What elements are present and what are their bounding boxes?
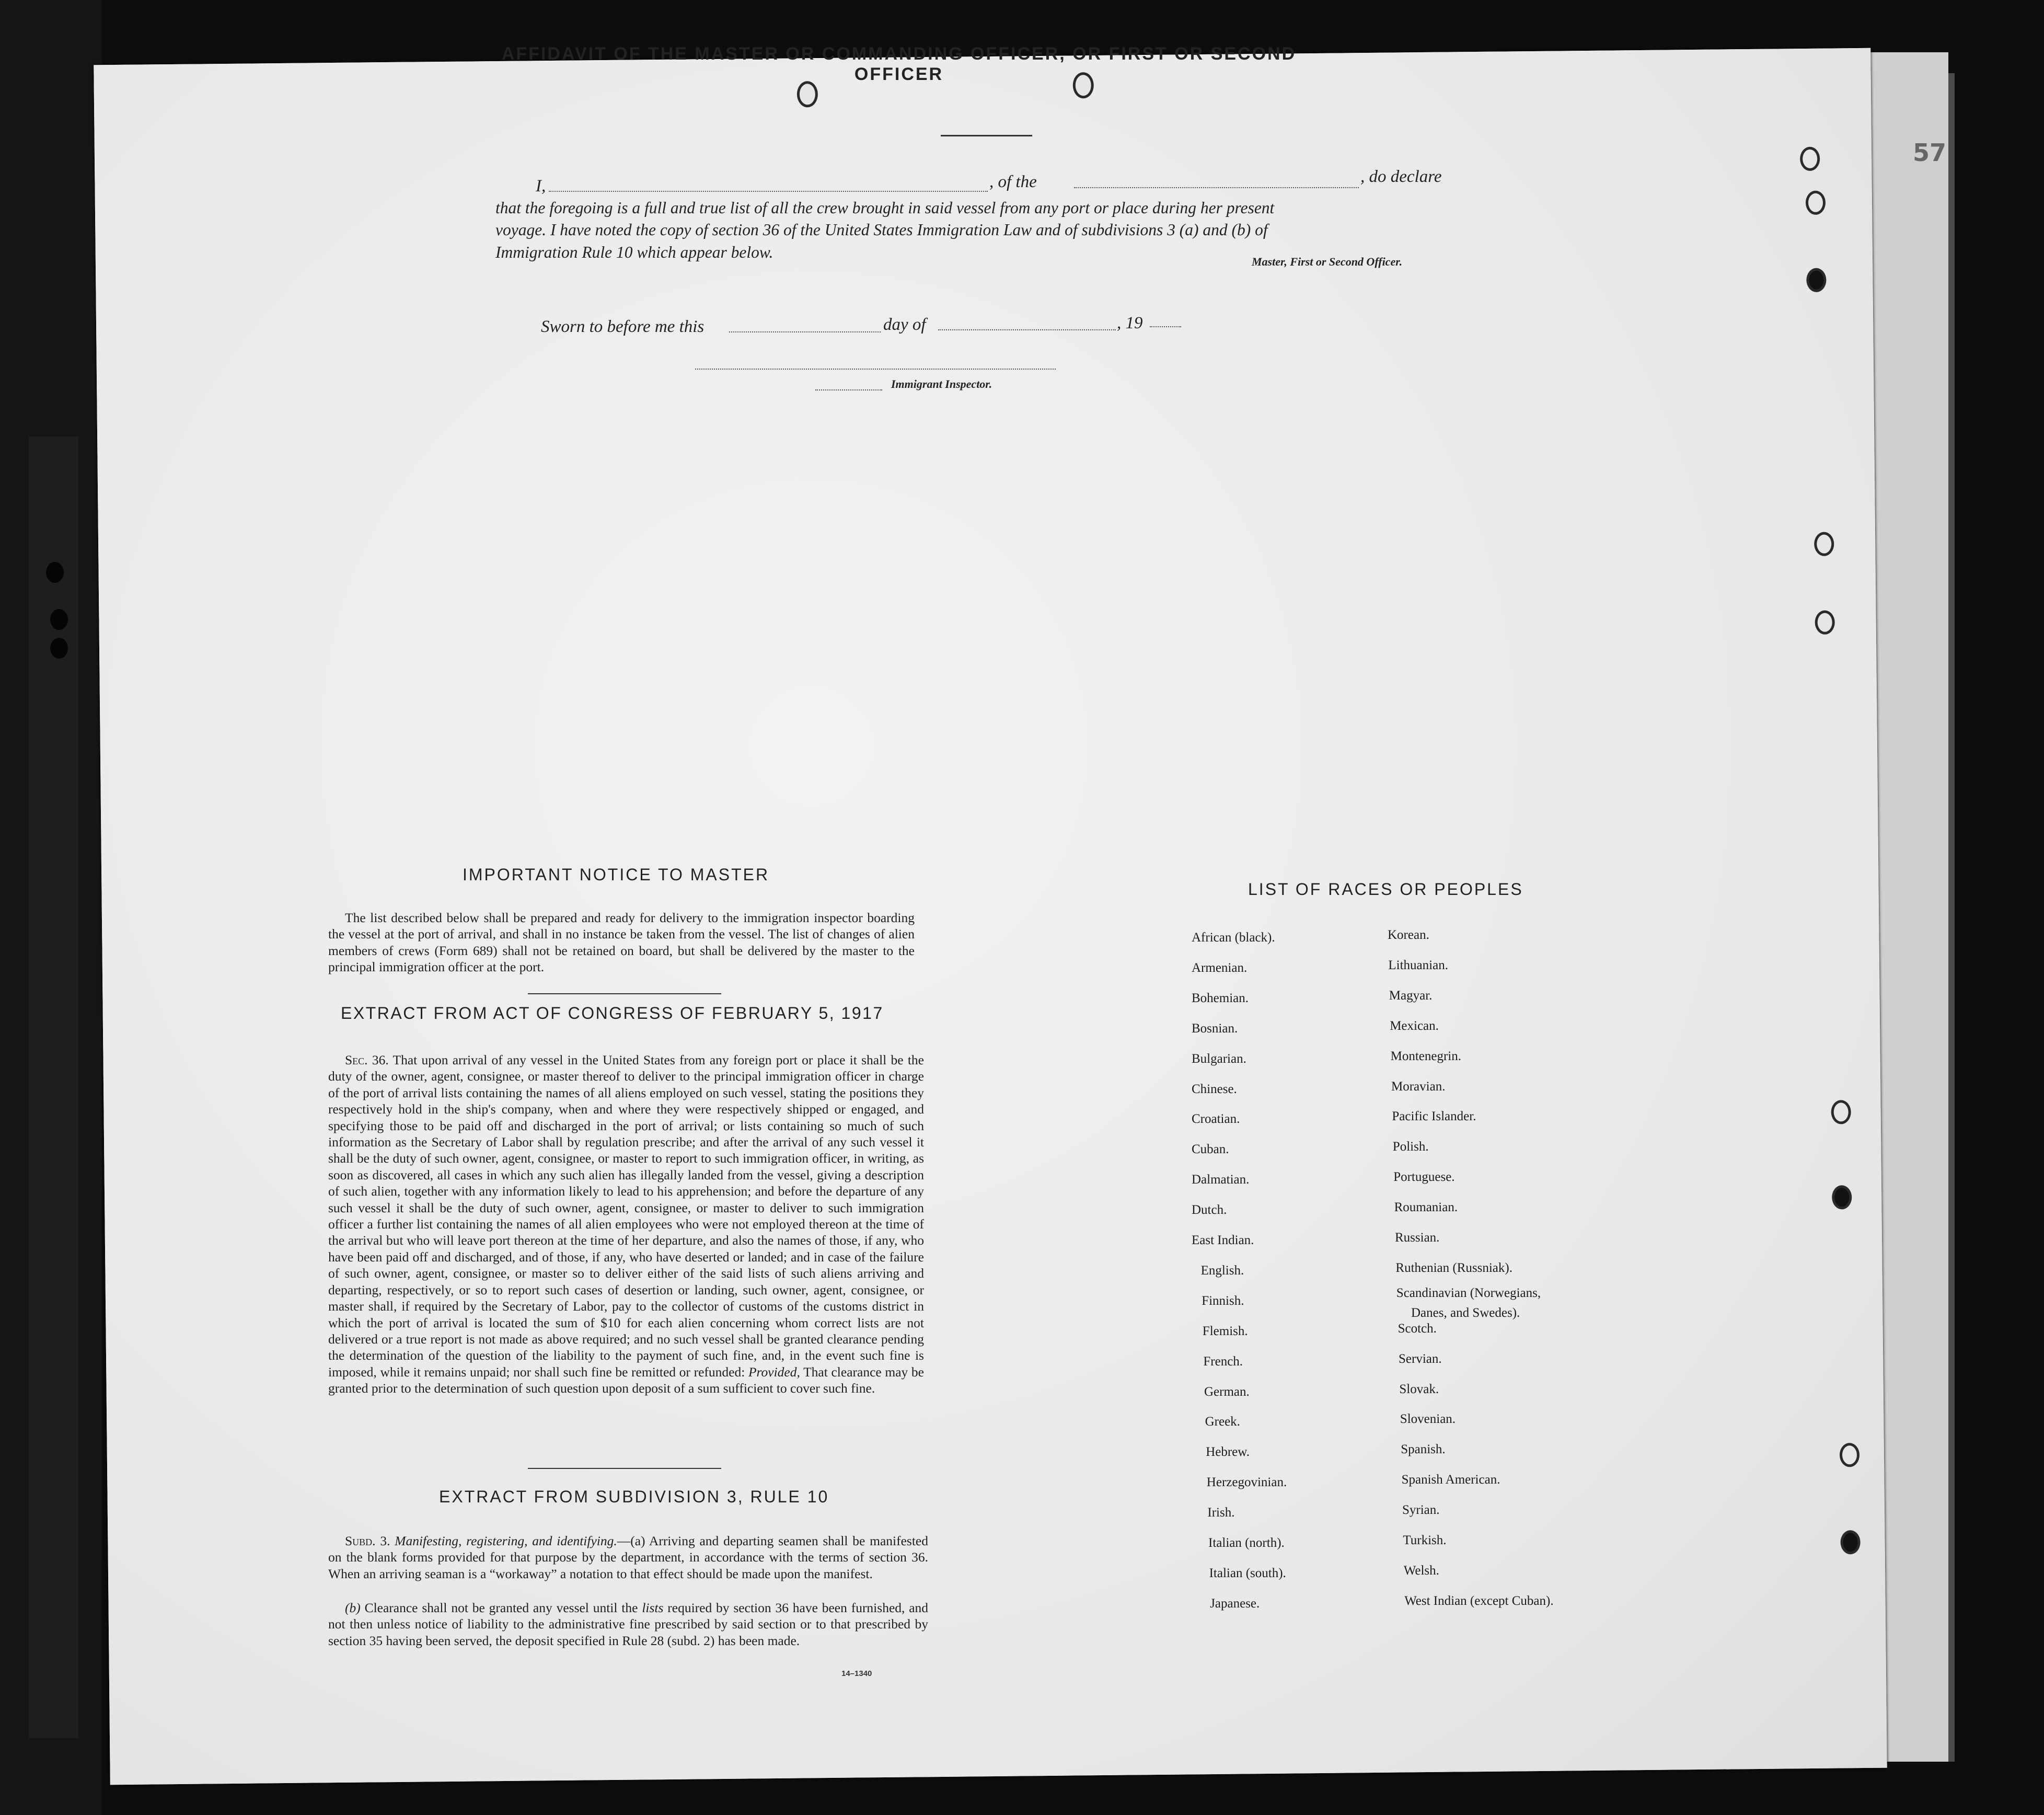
race-item: Dutch. bbox=[1192, 1203, 1227, 1217]
race-item: Bosnian. bbox=[1192, 1021, 1238, 1036]
section-rule bbox=[528, 1468, 721, 1469]
race-item: Spanish American. bbox=[1401, 1473, 1500, 1487]
race-item: Chinese. bbox=[1192, 1082, 1237, 1096]
race-item: Montenegrin. bbox=[1390, 1049, 1461, 1063]
race-item: Scandinavian (Norwegians, bbox=[1396, 1285, 1541, 1300]
affidavit-line-3: voyage. I have noted the copy of section 36 of the United States Immigration Law and of subdivisions 3 (a) and (b) of bbox=[495, 221, 1268, 239]
rule-heading: EXTRACT FROM SUBDIVISION 3, RULE 10 bbox=[439, 1487, 829, 1506]
race-item: English. bbox=[1200, 1263, 1244, 1278]
affidavit-of-the-label: , of the bbox=[989, 173, 1037, 191]
race-item: Japanese. bbox=[1210, 1596, 1260, 1611]
race-item: Italian (south). bbox=[1209, 1566, 1286, 1580]
race-item: Slovenian. bbox=[1400, 1412, 1456, 1427]
race-item: Armenian. bbox=[1192, 960, 1248, 975]
race-item: Welsh. bbox=[1403, 1563, 1439, 1578]
race-item: Spanish. bbox=[1401, 1442, 1446, 1457]
rule-text-b bbox=[328, 1600, 928, 1649]
sworn-label: Sworn to before me this bbox=[541, 317, 705, 336]
binder-edge bbox=[29, 436, 78, 1738]
race-item: Italian (north). bbox=[1208, 1536, 1285, 1550]
affidavit-line-2: that the foregoing is a full and true list of all the crew brought in said vessel from any port or place during her present bbox=[495, 199, 1275, 217]
subd-a-label: —(a) bbox=[617, 1533, 645, 1548]
punch-hole bbox=[1806, 191, 1826, 215]
race-item: Pacific Islander. bbox=[1392, 1109, 1476, 1124]
binder-hole bbox=[50, 638, 68, 659]
punch-hole bbox=[1840, 1443, 1860, 1467]
sworn-year-blank[interactable] bbox=[1150, 326, 1181, 327]
binder-hole bbox=[50, 609, 68, 630]
act-heading: EXTRACT FROM ACT OF CONGRESS OF FEBRUARY 5, 1917 bbox=[341, 1004, 884, 1023]
punch-hole bbox=[1840, 1530, 1860, 1554]
year-label: , 19 bbox=[1117, 314, 1143, 332]
punch-hole bbox=[1831, 1100, 1851, 1124]
adjacent-page-number: 57 bbox=[1913, 139, 1947, 167]
race-item: Magyar. bbox=[1389, 988, 1433, 1003]
race-item: East Indian. bbox=[1192, 1233, 1254, 1247]
race-item: Syrian. bbox=[1402, 1503, 1440, 1518]
subd-label: Subd. 3. bbox=[345, 1533, 390, 1548]
race-item: Scotch. bbox=[1398, 1321, 1437, 1336]
punch-hole bbox=[1832, 1185, 1852, 1209]
race-item: Bohemian. bbox=[1192, 991, 1249, 1005]
act-body-end: That clearance may be granted prior to the determination of such question upon deposit of a sum sufficient to cover such fine. bbox=[328, 1364, 925, 1396]
race-item: Korean. bbox=[1388, 928, 1429, 942]
race-item: West Indian (except Cuban). bbox=[1404, 1593, 1554, 1608]
race-item: Servian. bbox=[1399, 1351, 1442, 1366]
lists-word: lists bbox=[642, 1600, 664, 1615]
race-item: French. bbox=[1203, 1354, 1243, 1369]
race-item: Turkish. bbox=[1403, 1533, 1447, 1547]
race-item: German. bbox=[1204, 1384, 1250, 1399]
name-blank[interactable] bbox=[549, 191, 988, 192]
race-item: Flemish. bbox=[1202, 1324, 1248, 1338]
race-item: Danes, and Swedes). bbox=[1411, 1305, 1520, 1320]
subd-a-body: Arriving and departing seamen shall be manifested on the blank forms provided for that purpose by the department, in accordance with the terms of section 36. When an arriving seaman is a “workaway” a notation to that effect should be made upon the manifest. bbox=[328, 1533, 928, 1581]
inspector-short-blank bbox=[815, 389, 882, 390]
race-item: Croatian. bbox=[1192, 1112, 1240, 1127]
act-text bbox=[328, 1052, 924, 1397]
notice-heading: IMPORTANT NOTICE TO MASTER bbox=[463, 865, 770, 884]
affidavit-do-declare-label: , do declare bbox=[1360, 167, 1442, 186]
race-item: Finnish. bbox=[1202, 1293, 1244, 1308]
punch-hole bbox=[1814, 532, 1834, 556]
race-item: Greek. bbox=[1205, 1415, 1240, 1429]
notice-body: The list described below shall be prepared and ready for delivery to the immigration inspector boarding the vessel at the port of arrival, and shall in no instance be taken from the vessel. The list of changes of alien members of crews (Form 689) shall not be retained on board, but shall be delivered by the master to the principal immigration officer at the port. bbox=[328, 910, 915, 975]
notice-text bbox=[328, 910, 915, 975]
affidavit-line-4: Immigration Rule 10 which appear below. bbox=[495, 243, 773, 261]
subd-title: Manifesting, registering, and identifying. bbox=[395, 1533, 617, 1548]
affidavit-title: AFFIDAVIT OF THE MASTER OR COMMANDING OFFICER, OR FIRST OR SECOND OFFICER bbox=[501, 44, 1297, 84]
race-item: Russian. bbox=[1395, 1231, 1440, 1245]
race-item: Lithuanian. bbox=[1388, 958, 1448, 972]
races-heading: LIST OF RACES OR PEOPLES bbox=[1248, 880, 1523, 899]
race-item: Cuban. bbox=[1192, 1142, 1229, 1157]
title-rule bbox=[941, 135, 1032, 136]
race-item: Moravian. bbox=[1391, 1079, 1446, 1094]
sec-label: Sec. 36. bbox=[345, 1052, 389, 1067]
inspector-signature-blank[interactable] bbox=[695, 369, 1056, 370]
race-item: Bulgarian. bbox=[1192, 1051, 1246, 1066]
sworn-day-blank[interactable] bbox=[729, 331, 881, 332]
form-number: 14–1340 bbox=[841, 1669, 872, 1678]
punch-hole bbox=[1800, 147, 1820, 171]
race-item: Ruthenian (Russniak). bbox=[1395, 1260, 1512, 1275]
section-rule bbox=[528, 993, 721, 994]
race-item: Portuguese. bbox=[1393, 1170, 1455, 1185]
provided-label: Provided, bbox=[748, 1364, 800, 1380]
race-item: Irish. bbox=[1207, 1506, 1235, 1520]
race-item: African (black). bbox=[1192, 931, 1275, 945]
binder-hole bbox=[46, 562, 64, 583]
race-item: Dalmatian. bbox=[1192, 1173, 1250, 1187]
act-body: That upon arrival of any vessel in the United States from any foreign port or place it shall be the duty of the owner, agent, consignee, or master thereof to deliver to the principal immigration officer in charge of the port of arrival lists containing the names of all aliens employed on such vessel, stating the positions they respectively hold in the ship's company, when and where they were respectively shipped or engaged, and specifying those to be paid off and discharged in the port of arrival; or lists containing so much of such information as the Secretary of Labor shall by regulation prescribe; and after the arrival of any such vessel it shall be the duty of such owner, agent, consignee, or master to report to such immigration officer, in writing, as soon as discovered, all cases in which any such alien has illegally landed from the vessel, giving a description of such alien, together with any information likely to lead to his apprehension; and before the departure of any such vessel it shall be the duty of such owner, agent, consignee, or master to deliver to such immigration officer a further list containing the names of all alien employees who were not employed thereon at the time of the arrival but who will leave port thereon at the time of her departure, and also the names of those, if any, who have been paid off and discharged, and of those, if any, who have deserted or landed; and in case of the failure of such owner, agent, consignee, or master so to deliver either of the said lists of such aliens arriving and departing, respectively, or so to report such cases of desertion or landing, such owner, agent, consignee, or master shall, if required by the Secretary of Labor, pay to the collector of customs of the customs district in which the port of arrival is located the sum of $10 for each alien concerning whom correct lists are not delivered or a true report is not made as above required; and no such vessel shall be granted clearance pending the determination of the question of the liability to the payment of such fine, and, in the event such fine is imposed, while it remains unpaid; nor shall such fine be remitted or refunded: bbox=[328, 1052, 924, 1380]
rule-text-a bbox=[328, 1533, 928, 1582]
race-item: Roumanian. bbox=[1394, 1200, 1458, 1215]
sworn-month-blank[interactable] bbox=[938, 329, 1116, 330]
subd-b-label: (b) bbox=[345, 1600, 361, 1615]
master-signature-label: Master, First or Second Officer. bbox=[1252, 255, 1403, 268]
race-item: Herzegovinian. bbox=[1206, 1475, 1287, 1490]
punch-hole bbox=[1815, 610, 1834, 634]
race-item: Slovak. bbox=[1399, 1382, 1439, 1396]
subd-b-body-2: required by section 36 have been furnished, and not then unless notice of liability to the administrative fine prescribed by said section or to that prescribed by section 35 having been served, the deposit specified in Rule 28 (subd. 2) has been made. bbox=[328, 1600, 929, 1648]
race-item: Hebrew. bbox=[1206, 1445, 1250, 1460]
day-of-label: day of bbox=[883, 315, 926, 334]
affidavit-i-label: I, bbox=[536, 177, 546, 196]
subd-b-body-1: Clearance shall not be granted any vessel until the bbox=[364, 1600, 638, 1615]
vessel-blank[interactable] bbox=[1074, 187, 1359, 188]
race-item: Mexican. bbox=[1390, 1018, 1439, 1033]
punch-hole bbox=[797, 81, 818, 107]
inspector-label: Immigrant Inspector. bbox=[891, 377, 992, 390]
punch-hole bbox=[1806, 268, 1826, 292]
race-item: Polish. bbox=[1392, 1140, 1429, 1154]
